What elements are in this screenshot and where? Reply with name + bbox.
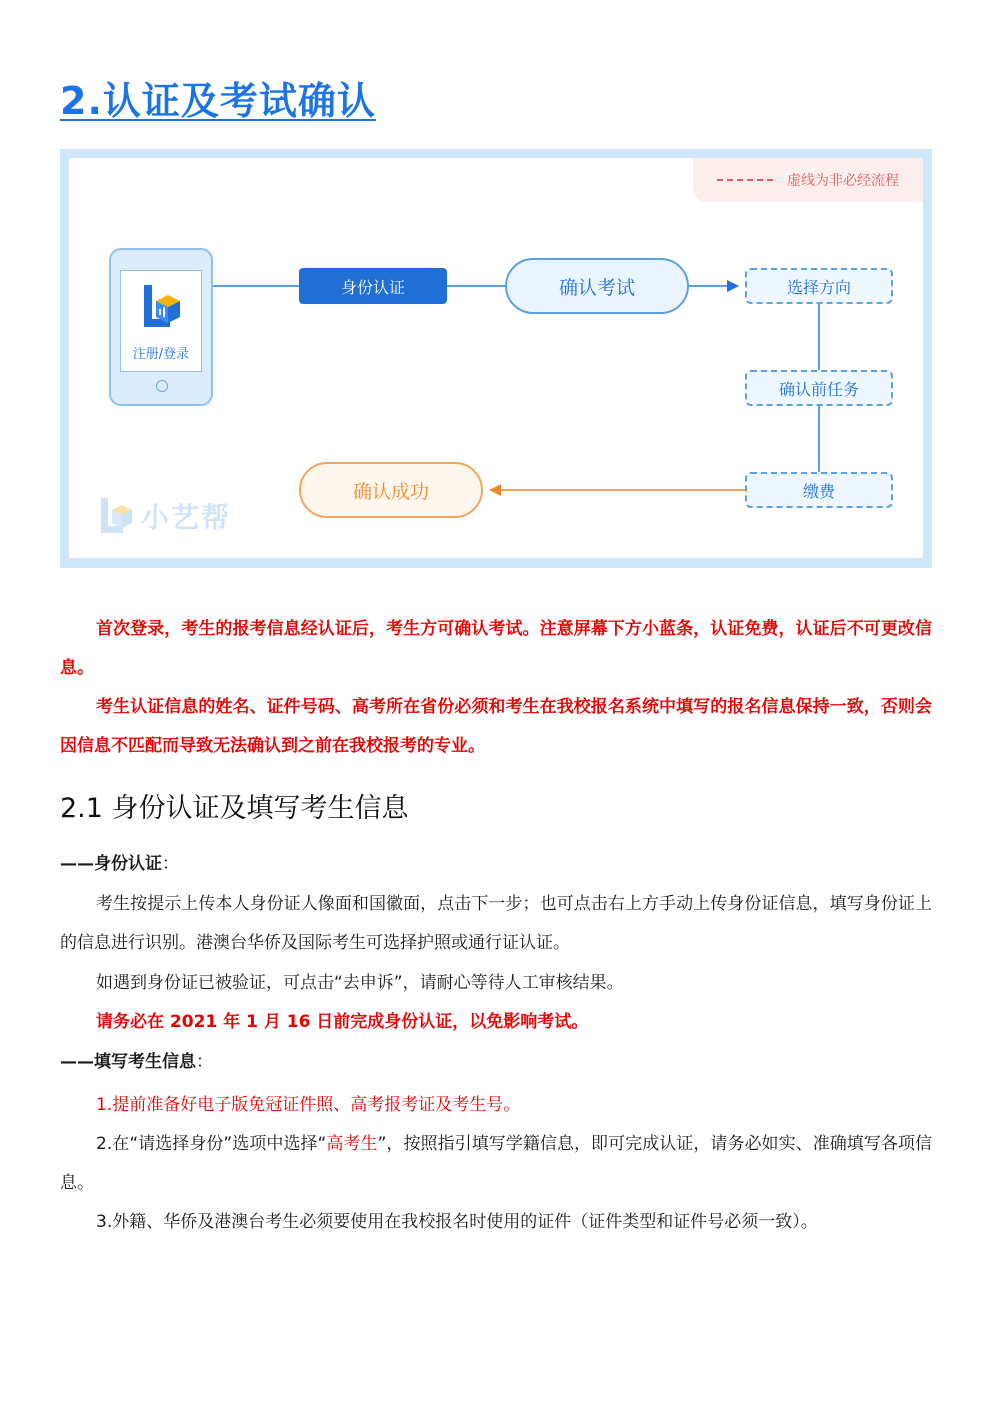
section-heading: 2.1 身份认证及填写考生信息 [60,793,409,824]
brand-text: 小艺帮 [141,501,232,534]
step-confirm-exam: 确认考试 [505,258,689,314]
identity-paragraph-1: 考生按提示上传本人身份证人像面和国徽面，点击下一步；也可点击右上方手动上传身份证信息，填写身份证上的信息进行识别。港澳台华侨及国际考生可选择护照或通行证认证。 [60,894,932,953]
fill-item-3: 3.外籍、华侨及港澳台考生必须要使用在我校报名时使用的证件（证件类型和证件号必须一致）。 [96,1212,818,1232]
step-success: 确认成功 [299,462,483,518]
phone-illustration [109,248,213,406]
flow-canvas [69,158,923,558]
notice-paragraph-2: 考生认证信息的姓名、证件号码、高考所在省份必须和考生在我校报名系统中填写的报名信息保持一致，否则会因信息不匹配而导致无法确认到之前在我校报考的专业。 [60,697,932,756]
step-payment: 缴费 [745,472,893,508]
fill-subheading [60,1043,213,1082]
identity-paragraph-2: 如遇到身份证已被验证，可点击“去申诉”，请耐心等待人工审核结果。 [96,973,624,993]
step-pre-tasks: 确认前任务 [745,370,893,406]
phone-screen [120,270,202,372]
flow-diagram [60,149,932,568]
fill-subheading-text: ——填写考生信息 [60,1052,196,1072]
page-title: 2.认证及考试确认 [60,79,376,123]
fill-item-2 [60,1125,932,1203]
identity-deadline: 请务必在 2021 年 1 月 16 日前完成身份认证，以免影响考试。 [96,1012,589,1032]
arrow-to-direction [727,280,739,292]
step-choose-direction: 选择方向 [745,268,893,304]
fill-item-2-pre: 2.在“请选择身份”选项中选择“ [96,1134,327,1154]
step-identity: 身份认证 [299,268,447,304]
notice-paragraph-1: 首次登录，考生的报考信息经认证后，考生方可确认考试。注意屏幕下方小蓝条，认证免费，认证后不可更改信息。 [60,619,932,678]
fill-subheading-colon: ： [196,1052,213,1072]
phone-home-button [156,380,168,392]
legend-text: 虚线为非必经流程 [787,173,899,189]
app-logo-icon [140,283,184,333]
fill-item-2-post: ”，按照指引填写学籍信息，即可完成认证，请务必如实、准确填写各项信息。 [60,1134,933,1193]
identity-subheading [60,845,179,884]
fill-item-2-highlight: 高考生 [326,1134,378,1154]
identity-subheading-colon: ： [162,854,179,874]
arrow-to-success [489,484,501,496]
fill-item-1: 1.提前准备好电子版免冠证件照、高考报考证及考生号。 [96,1095,521,1115]
phone-label: 注册/登录 [132,347,190,362]
identity-subheading-text: ——身份认证 [60,854,162,874]
brand-watermark [99,496,231,536]
brand-logo-icon [99,496,133,536]
